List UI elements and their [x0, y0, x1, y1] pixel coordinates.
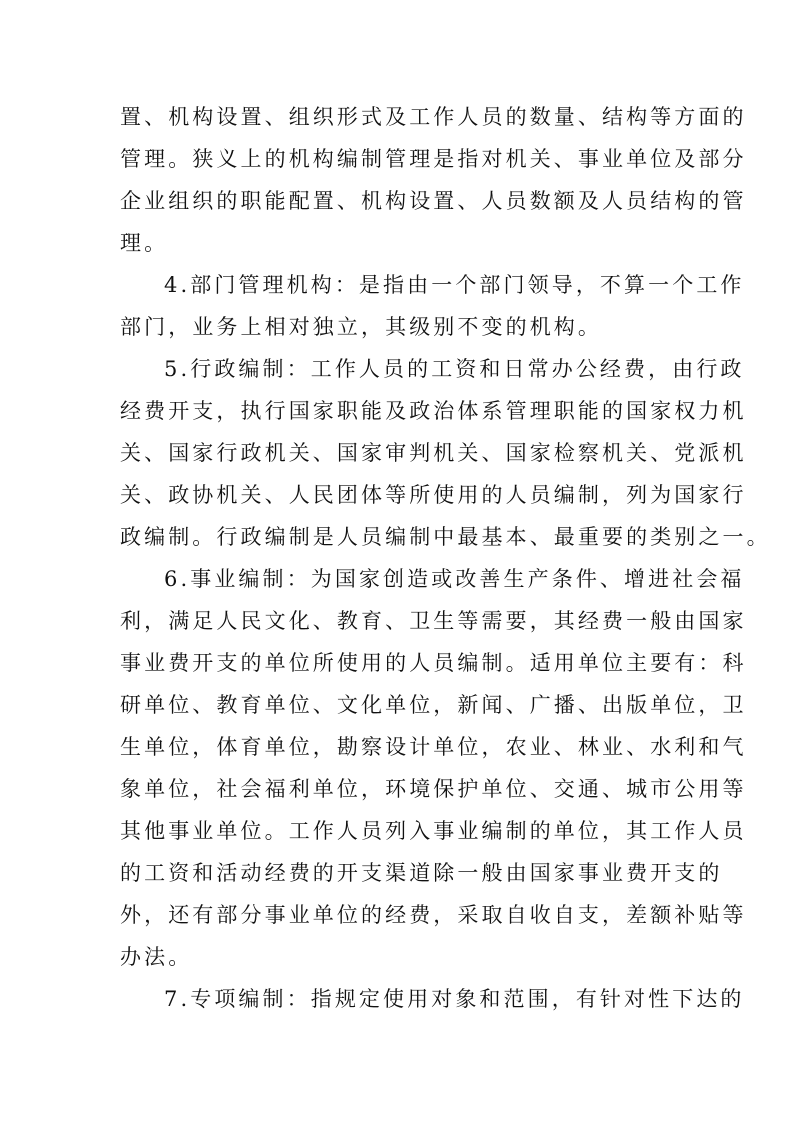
text-line: 生单位，体育单位，勘察设计单位，农业、林业、水利和气: [120, 735, 747, 759]
text-line: 置、机构设置、组织形式及工作人员的数量、结构等方面的: [120, 105, 747, 129]
text-line: 政编制。行政编制是人员编制中最基本、最重要的类别之一。: [120, 525, 771, 549]
text-line: 研单位、教育单位、文化单位，新闻、广播、出版单位，卫: [120, 693, 747, 717]
section-6-heading-line: 6.事业编制：为国家创造或改善生产条件、增进社会福: [164, 567, 745, 591]
text-line: 象单位，社会福利单位，环境保护单位、交通、城市公用等: [120, 777, 747, 801]
text-line: 理。: [120, 231, 169, 255]
text-line: 办法。: [120, 945, 193, 969]
text-line: 企业组织的职能配置、机构设置、人员数额及人员结构的管: [120, 189, 747, 213]
section-4-heading-line: 4.部门管理机构：是指由一个部门领导，不算一个工作: [164, 273, 745, 297]
text-line: 利，满足人民文化、教育、卫生等需要，其经费一般由国家: [120, 609, 747, 633]
text-line: 外，还有部分事业单位的经费，采取自收自支，差额补贴等: [120, 903, 747, 927]
text-line: 关、政协机关、人民团体等所使用的人员编制，列为国家行: [120, 483, 747, 507]
text-line: 的工资和活动经费的开支渠道除一般由国家事业费开支的: [120, 861, 723, 885]
text-line: 经费开支，执行国家职能及政治体系管理职能的国家权力机: [120, 399, 747, 423]
section-7-heading-line: 7.专项编制：指规定使用对象和范围，有针对性下达的: [164, 987, 745, 1011]
text-line: 部门，业务上相对独立，其级别不变的机构。: [120, 315, 602, 339]
text-line: 关、国家行政机关、国家审判机关、国家检察机关、党派机: [120, 441, 747, 465]
section-5-heading-line: 5.行政编制：工作人员的工资和日常办公经费，由行政: [164, 357, 745, 381]
text-line: 事业费开支的单位所使用的人员编制。适用单位主要有：科: [120, 651, 747, 675]
body-text: [120, 96, 771, 1020]
text-line: 其他事业单位。工作人员列入事业编制的单位，其工作人员: [120, 819, 747, 843]
text-line: 管理。狭义上的机构编制管理是指对机关、事业单位及部分: [120, 147, 747, 171]
